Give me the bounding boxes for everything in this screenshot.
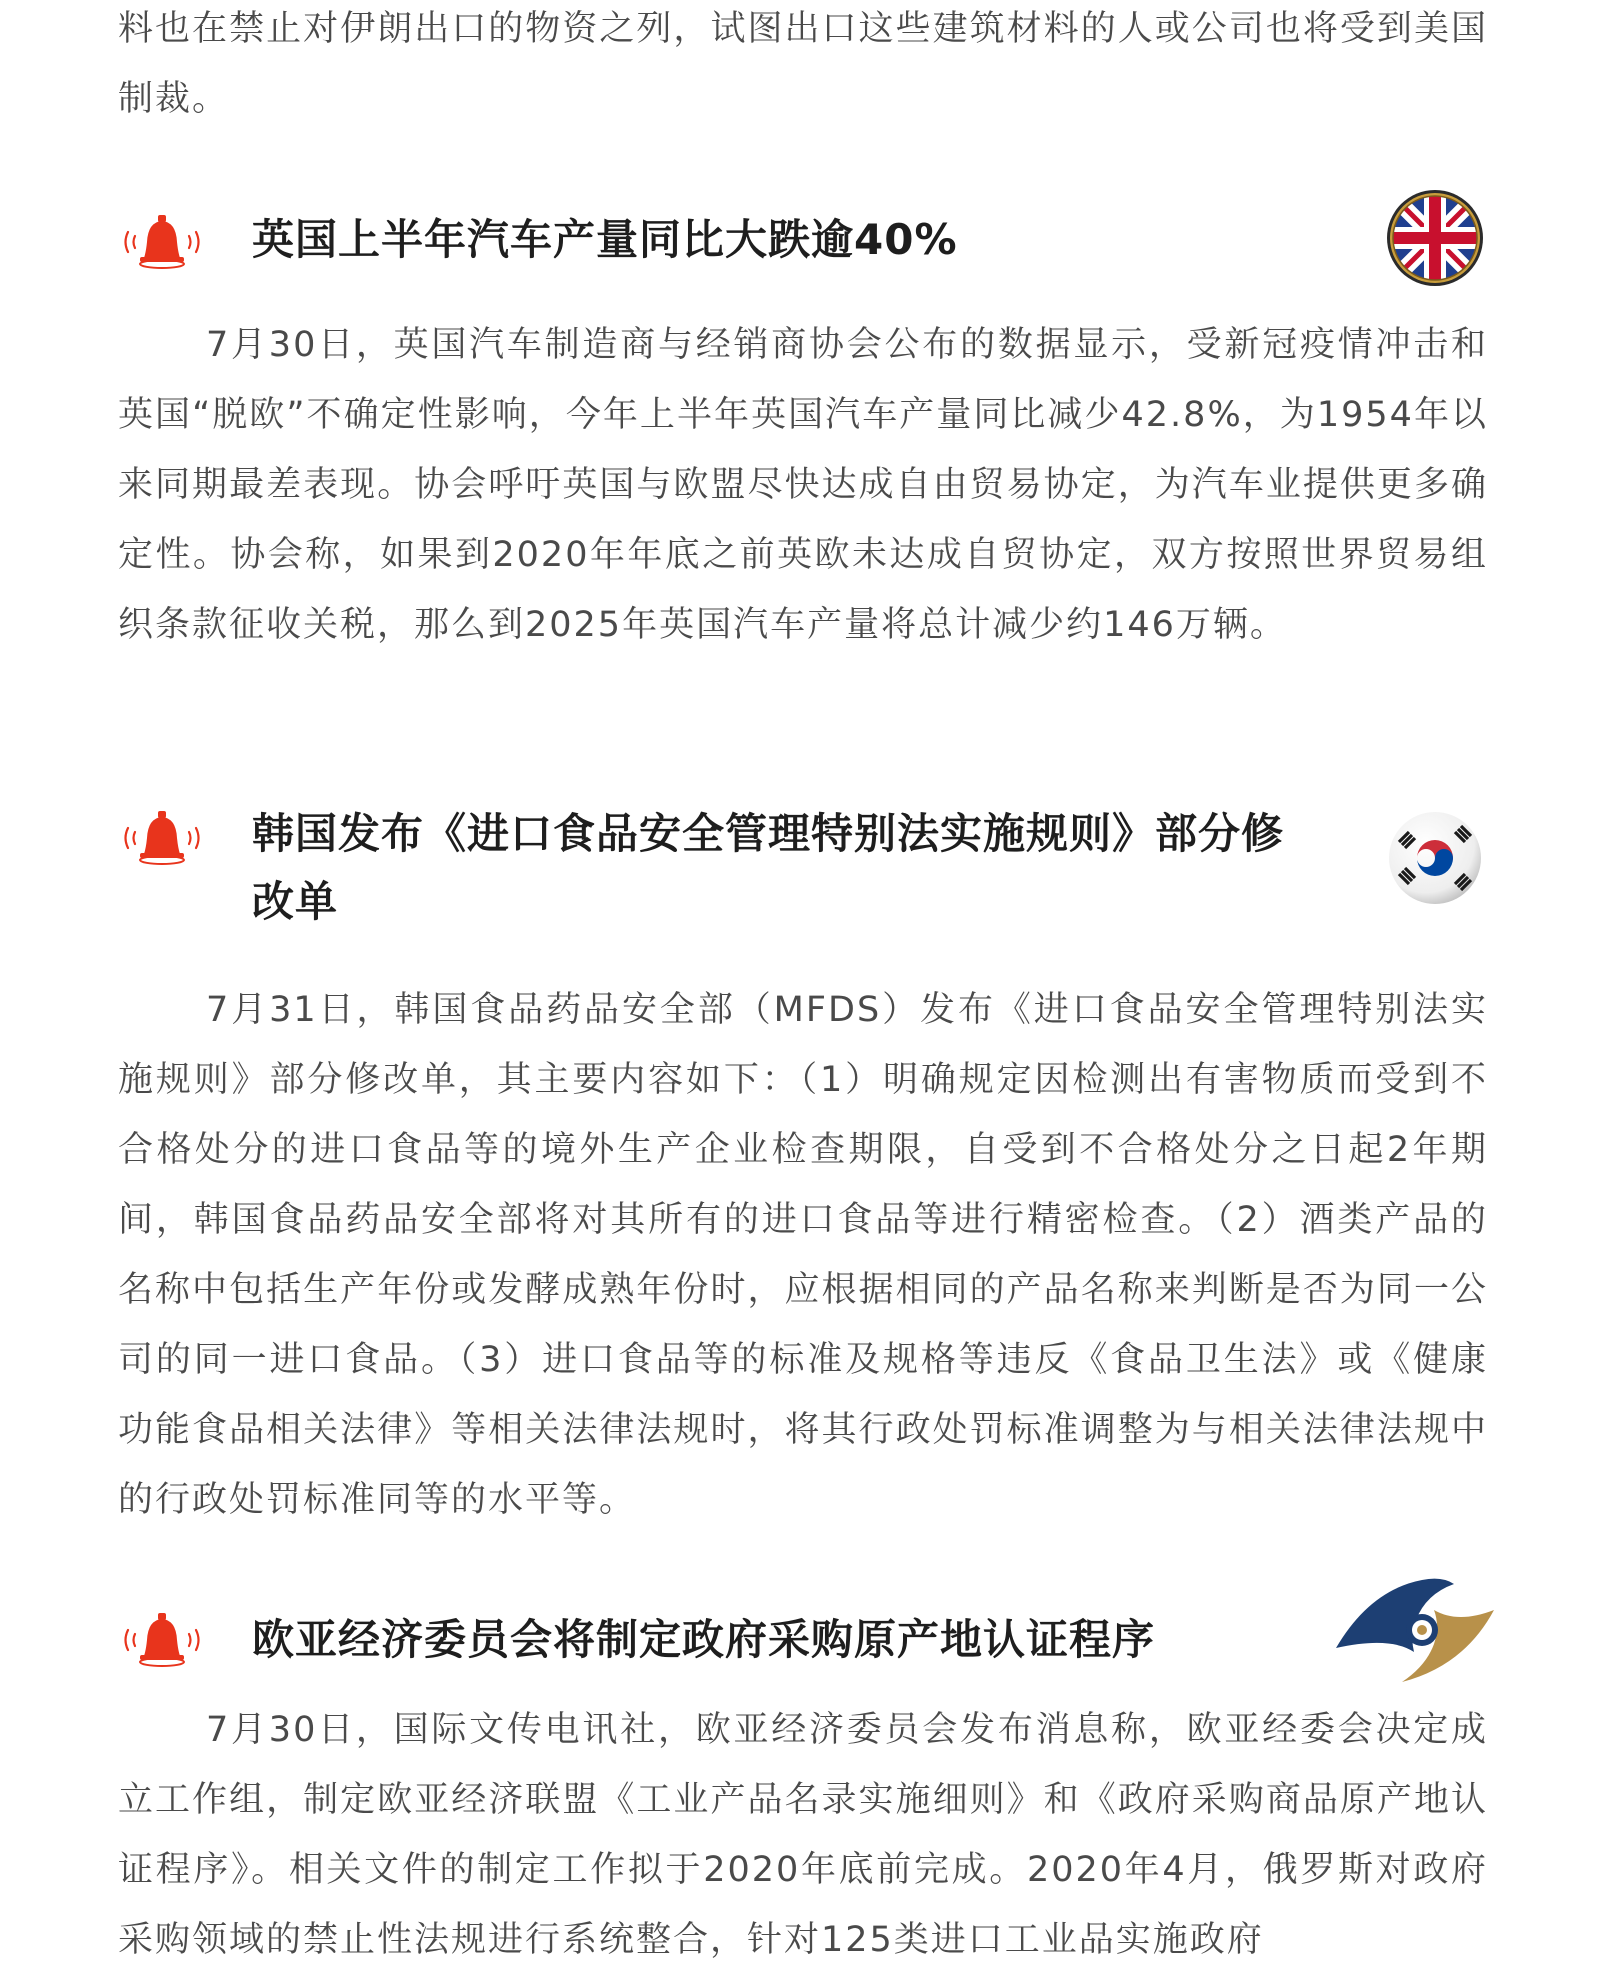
body-eaeu: 7月30日，国际文传电讯社，欧亚经济委员会发布消息称，欧亚经委会决定成立工作组，制定欧亚经济联盟《工业产品名录实施细则》和《政府采购商品原产地认证程序》。相关文件的制定工作拟于2020年底前完成。2020年4月，俄罗斯对政府采购领域的禁止性法规进行系统整合，针对125类进口工业品实施政府	[118, 1710, 1488, 1960]
intro-paragraph: 料也在禁止对伊朗出口的物资之列，试图出口这些建筑材料的人或公司也将受到美国制裁。	[118, 9, 1488, 119]
eaeu-logo-icon	[1330, 1570, 1500, 1690]
news-header-eaeu	[0, 1600, 1607, 1690]
alarm-bell-icon	[114, 808, 210, 868]
body-uk: 7月30日，英国汽车制造商与经销商协会公布的数据显示，受新冠疫情冲击和英国“脱欧”不确定性影响，今年上半年英国汽车产量同比减少42.8%，为1954年以来同期最差表现。协会呼吁英国与欧盟尽快达成自由贸易协定，为汽车业提供更多确定性。协会称，如果到2020年年底之前英欧未达成自贸协定，双方按照世界贸易组织条款征收关税，那么到2025年英国汽车产量将总计减少约146万辆。	[118, 325, 1488, 645]
headline-eaeu: 欧亚经济委员会将制定政府采购原产地认证程序	[252, 1615, 1156, 1664]
korea-flag-icon	[1385, 808, 1485, 908]
headline-uk: 英国上半年汽车产量同比大跌逾40%	[252, 215, 958, 264]
alarm-bell-icon	[114, 1610, 210, 1670]
headline-korea: 韩国发布《进口食品安全管理特别法实施规则》部分修改单	[252, 809, 1285, 926]
uk-flag-icon	[1385, 188, 1485, 288]
news-header-uk	[0, 200, 1607, 280]
alarm-bell-icon	[114, 212, 210, 272]
news-header-korea	[0, 800, 1607, 950]
body-korea: 7月31日，韩国食品药品安全部（MFDS）发布《进口食品安全管理特别法实施规则》部分修改单，其主要内容如下：（1）明确规定因检测出有害物质而受到不合格处分的进口食品等的境外生产企业检查期限，自受到不合格处分之日起2年期间，韩国食品药品安全部将对其所有的进口食品等进行精密检查。（2）酒类产品的名称中包括生产年份或发酵成熟年份时，应根据相同的产品名称来判断是否为同一公司的同一进口食品。（3）进口食品等的标准及规格等违反《食品卫生法》或《健康功能食品相关法律》等相关法律法规时，将其行政处罚标准调整为与相关法律法规中的行政处罚标准同等的水平等。	[118, 990, 1488, 1520]
